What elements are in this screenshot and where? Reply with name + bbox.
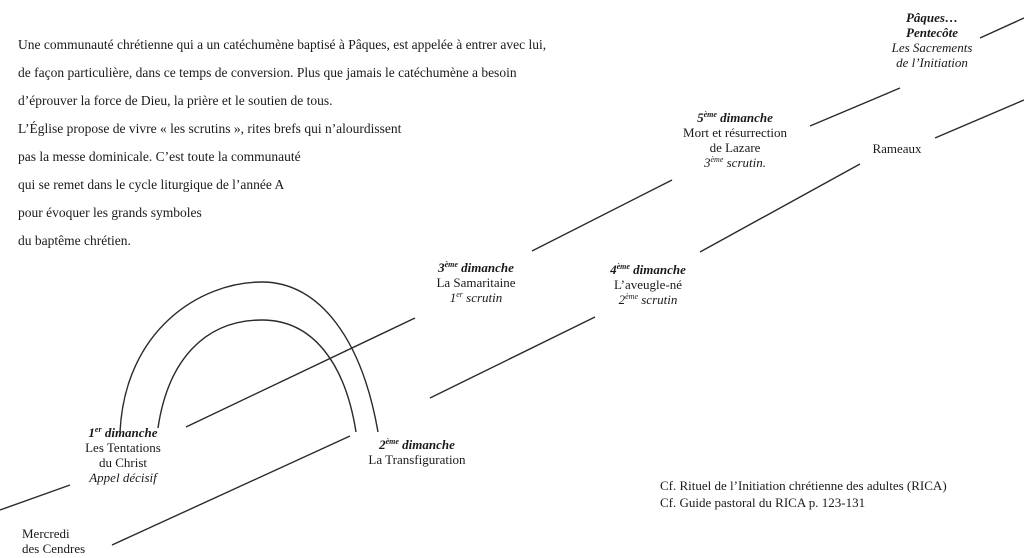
station-title: de l’Initiation bbox=[896, 55, 968, 70]
intro-line: du baptême chrétien. bbox=[18, 233, 131, 248]
intro-line: de façon particulière, dans ce temps de conversion. Plus que jamais le catéchumène a besoin bbox=[18, 65, 517, 80]
transfiguration-arch-outer bbox=[120, 282, 378, 432]
station-heading: 4ème dimanche bbox=[610, 262, 686, 277]
station-paques bbox=[892, 10, 973, 70]
upper-path-line bbox=[532, 180, 672, 251]
station-heading: Pâques… bbox=[905, 10, 958, 25]
station-title: La Transfiguration bbox=[368, 452, 466, 467]
station-title: La Samaritaine bbox=[436, 275, 516, 290]
station-5th-sunday bbox=[683, 110, 787, 170]
transfiguration-arch-inner bbox=[158, 320, 356, 432]
station-title: Les Sacrements bbox=[891, 40, 973, 55]
upper-path-line bbox=[980, 18, 1024, 38]
station-title: du Christ bbox=[98, 455, 148, 470]
station-4th-sunday bbox=[610, 262, 686, 307]
reference-line: Cf. Rituel de l’Initiation chrétienne des adultes (RICA) bbox=[660, 478, 947, 493]
station-scrutin: 3ème scrutin. bbox=[703, 155, 766, 170]
reference-line: Cf. Guide pastoral du RICA p. 123-131 bbox=[660, 495, 866, 510]
station-line: Mercredi bbox=[22, 526, 70, 541]
station-title: Mort et résurrection bbox=[683, 125, 787, 140]
references bbox=[660, 477, 947, 511]
station-title: L’aveugle-né bbox=[613, 277, 683, 292]
station-heading: Pentecôte bbox=[906, 25, 958, 40]
station-heading: 2ème dimanche bbox=[379, 437, 455, 452]
intro-line: pas la messe dominicale. C’est toute la communauté bbox=[18, 149, 301, 164]
station-heading: 1er dimanche bbox=[88, 425, 158, 440]
intro-line: d’éprouver la force de Dieu, la prière et le soutien de tous. bbox=[18, 93, 333, 108]
station-title: de Lazare bbox=[709, 140, 761, 155]
lower-path-line bbox=[700, 164, 860, 252]
station-rameaux: Rameaux bbox=[872, 141, 922, 156]
intro-paragraph bbox=[18, 31, 546, 255]
station-scrutin: 2ème scrutin bbox=[618, 292, 678, 307]
station-note: Appel décisif bbox=[89, 470, 157, 485]
upper-path-line bbox=[810, 88, 900, 126]
upper-path-line bbox=[0, 485, 70, 510]
lower-path-line bbox=[935, 100, 1024, 138]
intro-line: Une communauté chrétienne qui a un catéchumène baptisé à Pâques, est appelée à entrer avec lui, bbox=[18, 37, 547, 52]
station-mercredi-cendres bbox=[22, 526, 85, 556]
upper-path-line bbox=[186, 318, 415, 427]
station-heading: 5ème dimanche bbox=[697, 110, 773, 125]
station-heading: 3ème dimanche bbox=[438, 260, 514, 275]
station-title: Les Tentations bbox=[85, 440, 161, 455]
intro-line: qui se remet dans le cycle liturgique de l’année A bbox=[18, 177, 285, 192]
station-line: des Cendres bbox=[22, 541, 86, 556]
station-scrutin: 1er scrutin bbox=[449, 290, 503, 305]
lower-path-line bbox=[430, 317, 595, 398]
station-2nd-sunday bbox=[368, 437, 465, 467]
station-3rd-sunday bbox=[436, 260, 515, 305]
intro-line: pour évoquer les grands symboles bbox=[18, 205, 202, 220]
intro-line: L’Église propose de vivre « les scrutins », rites brefs qui n’alourdissent bbox=[18, 121, 402, 136]
station-1st-sunday bbox=[85, 425, 161, 485]
